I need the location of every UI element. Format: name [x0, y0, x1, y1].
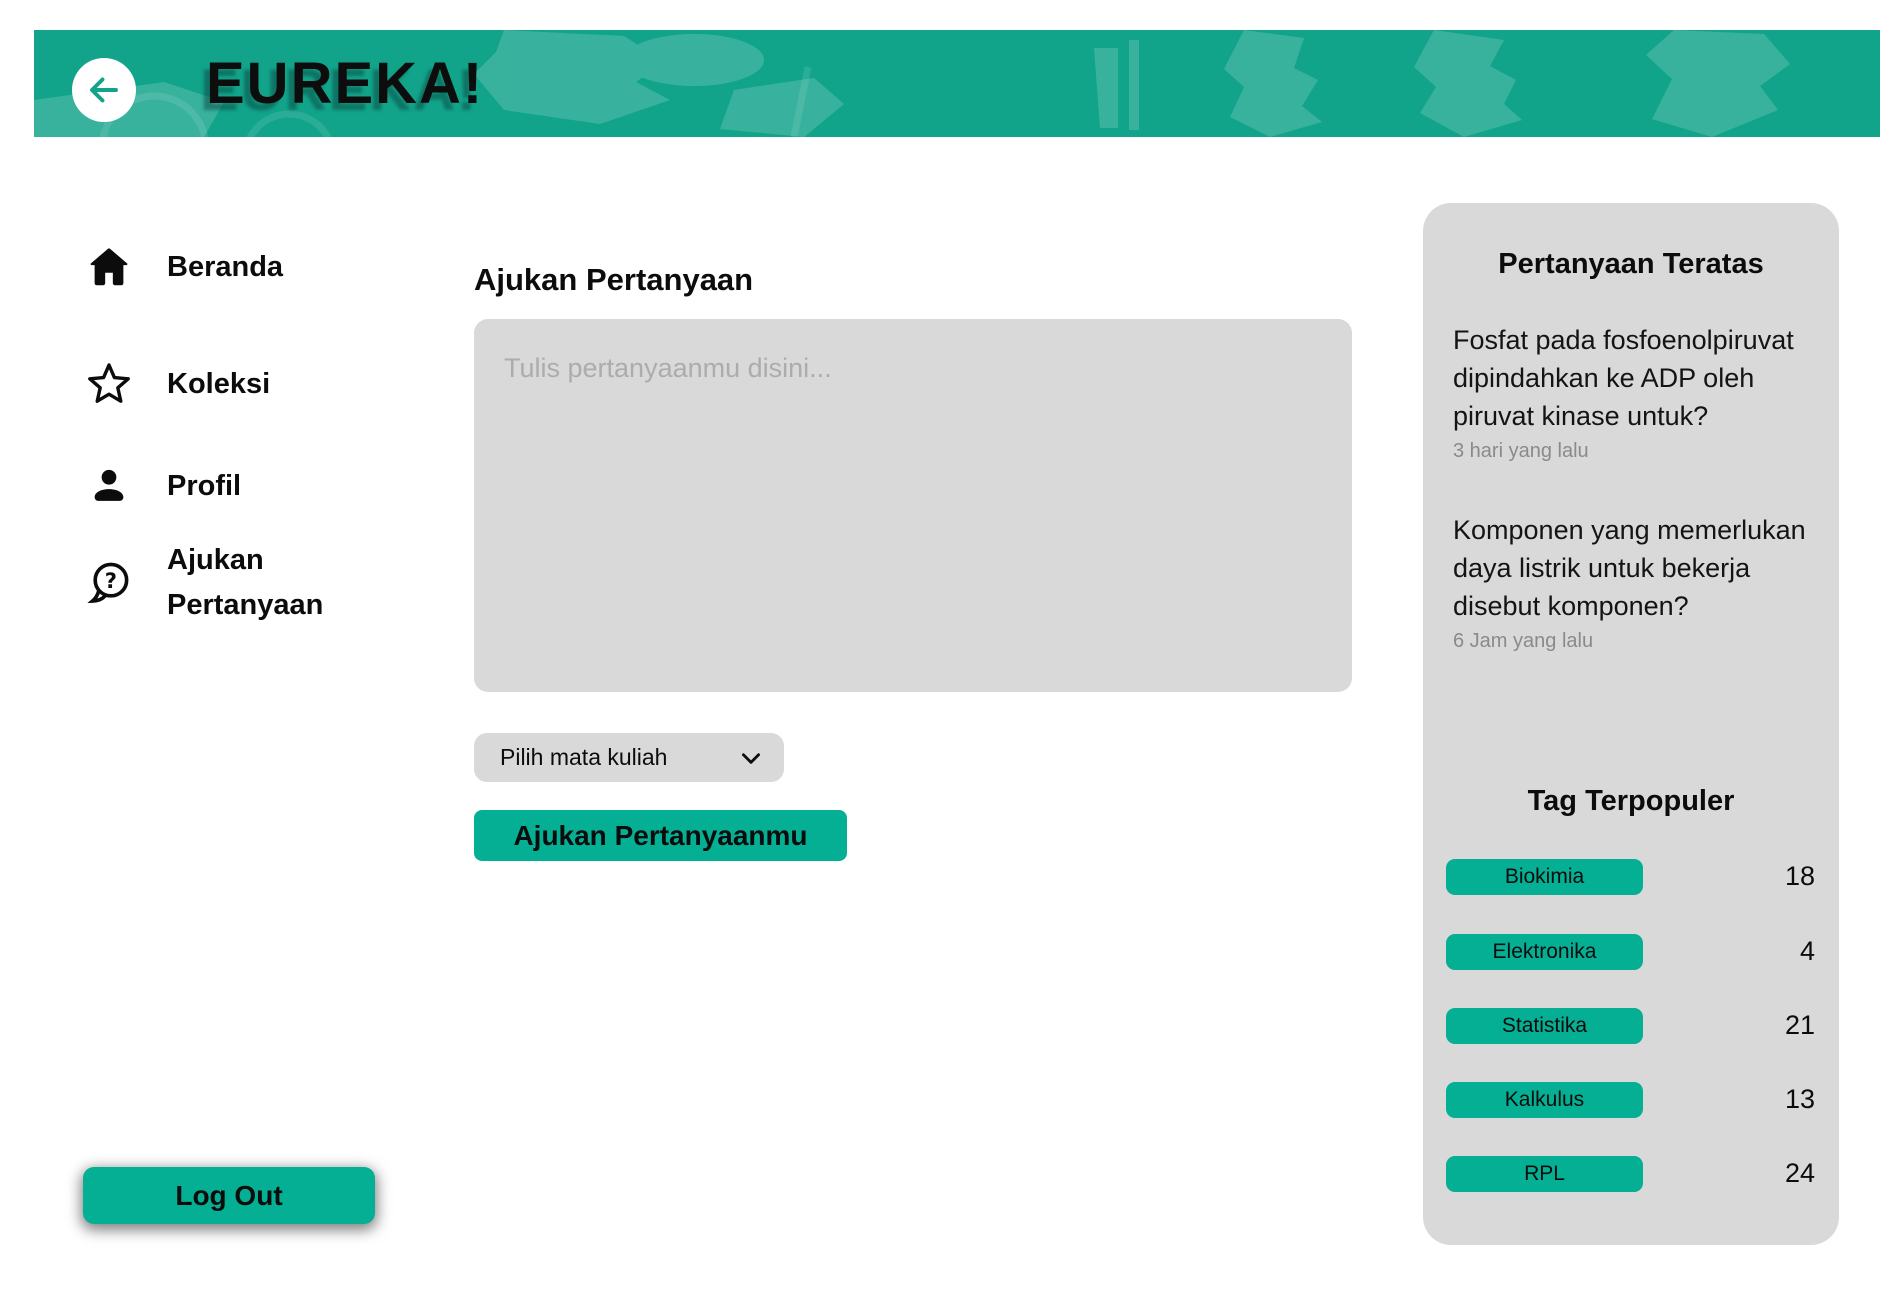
- top-question-item[interactable]: [1453, 511, 1815, 653]
- sidebar-item-profil[interactable]: [85, 462, 241, 510]
- person-icon: [85, 462, 133, 510]
- app-header: [34, 30, 1880, 137]
- tag-button-kalkulus[interactable]: Kalkulus: [1446, 1082, 1643, 1118]
- tag-count: 4: [1799, 936, 1815, 966]
- page-title: Ajukan Pertanyaan: [474, 262, 754, 297]
- svg-text:?: ?: [104, 567, 118, 593]
- submit-question-button[interactable]: Ajukan Pertanyaanmu: [474, 810, 847, 861]
- course-select-value: Pilih mata kuliah: [500, 744, 668, 770]
- sidebar-item-ajukan-pertanyaan[interactable]: [85, 538, 382, 628]
- sidebar-item-label: Koleksi: [167, 367, 271, 400]
- sidebar-item-label: Profil: [167, 469, 242, 502]
- tag-button-elektronika[interactable]: Elektronika: [1446, 934, 1643, 970]
- tag-count: 13: [1784, 1084, 1815, 1114]
- tag-button-statistika[interactable]: Statistika: [1446, 1008, 1643, 1044]
- home-icon: [85, 243, 133, 291]
- chevron-down-icon: [738, 745, 764, 771]
- tag-button-biokimia[interactable]: Biokimia: [1446, 859, 1643, 895]
- tag-count: 18: [1784, 861, 1815, 891]
- tag-row: [1423, 934, 1839, 970]
- top-question-item[interactable]: [1453, 321, 1815, 463]
- question-timestamp: 6 Jam yang lalu: [1453, 630, 1594, 652]
- tag-count: 21: [1784, 1010, 1815, 1040]
- sidebar-item-label: Ajukan Pertanyaan: [167, 544, 324, 621]
- sidebar-item-koleksi[interactable]: [85, 360, 270, 408]
- question-input[interactable]: [474, 319, 1352, 692]
- question-timestamp: 3 hari yang lalu: [1453, 440, 1589, 462]
- logout-button[interactable]: Log Out: [83, 1167, 375, 1224]
- star-icon: [85, 360, 133, 408]
- arrow-left-icon: [86, 72, 122, 108]
- right-panel: [1423, 203, 1839, 1245]
- sidebar-item-beranda[interactable]: [85, 243, 283, 291]
- tag-row: [1423, 1008, 1839, 1044]
- tag-count: 24: [1784, 1158, 1815, 1188]
- top-questions-title: Pertanyaan Teratas: [1498, 248, 1764, 280]
- sidebar-item-label: Beranda: [167, 250, 284, 283]
- question-bubble-icon: [85, 559, 133, 607]
- tag-button-rpl[interactable]: RPL: [1446, 1156, 1643, 1192]
- back-button[interactable]: [72, 58, 136, 122]
- tag-row: [1423, 1156, 1839, 1192]
- question-text: Komponen yang memerlukan daya listrik untuk bekerja disebut komponen?: [1453, 515, 1806, 621]
- tag-row: [1423, 1082, 1839, 1118]
- course-select-dropdown[interactable]: [474, 733, 784, 782]
- tag-row: [1423, 859, 1839, 895]
- app-logo: EUREKA!: [206, 51, 485, 116]
- popular-tags-title: Tag Terpopuler: [1527, 785, 1735, 817]
- question-text: Fosfat pada fosfoenolpiruvat dipindahkan ke ADP oleh piruvat kinase untuk?: [1453, 325, 1794, 431]
